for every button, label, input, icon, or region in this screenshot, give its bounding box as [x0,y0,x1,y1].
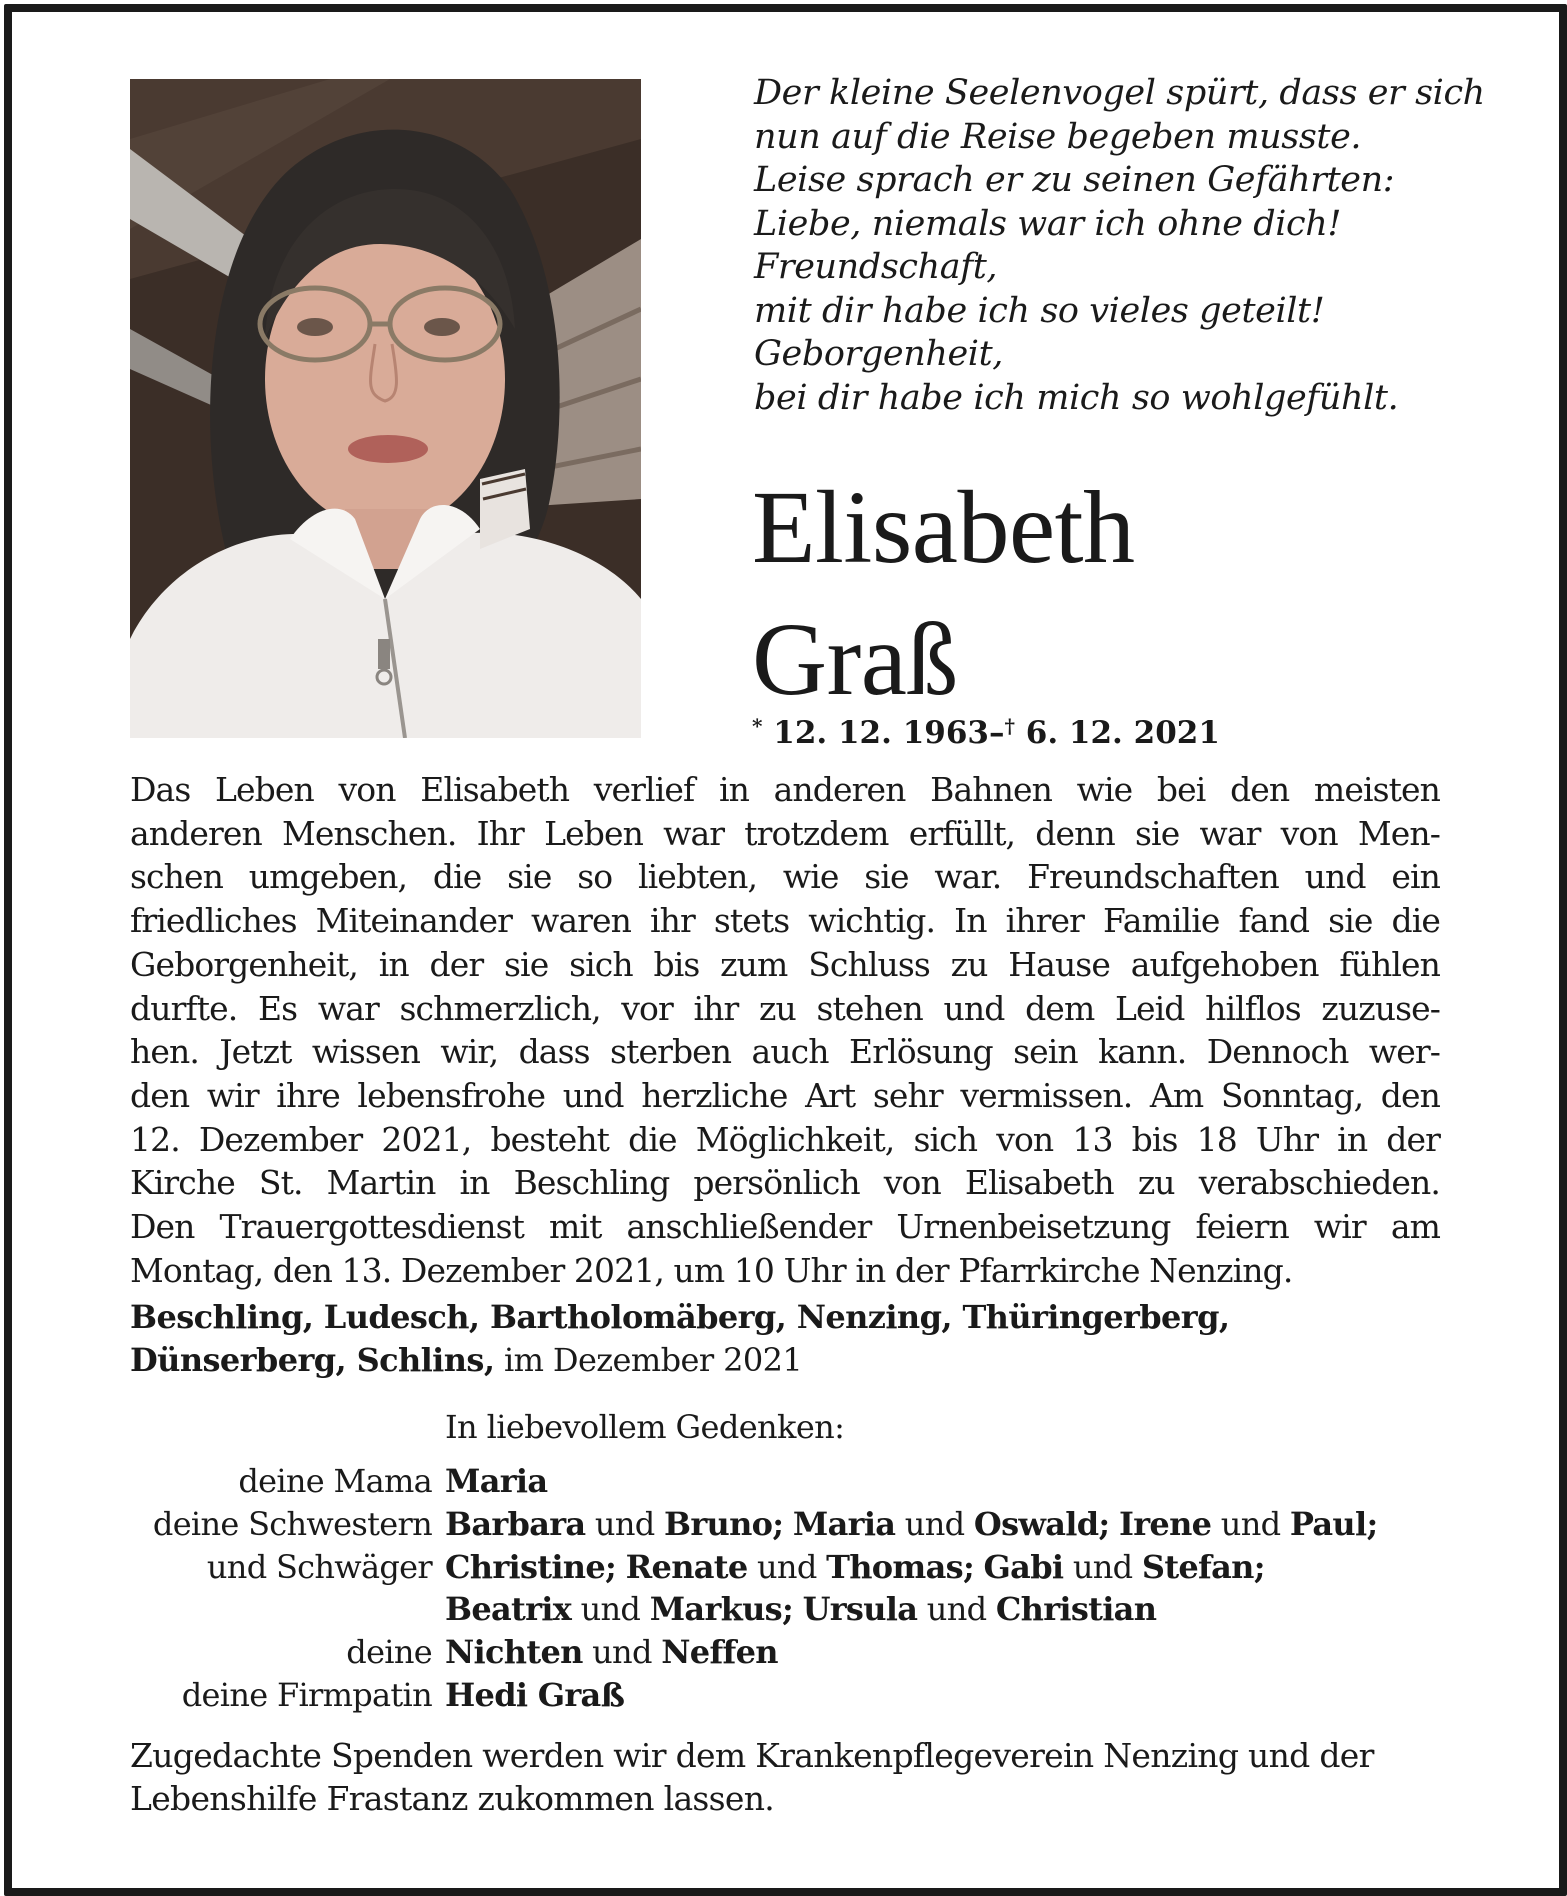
family-relation: deine Schwestern [152,1504,432,1543]
family-connector: und [895,1504,974,1543]
poem-line: Der kleine Seelenvogel spürt, dass er sich [754,73,1485,113]
family-relation: deine Firmpatin [181,1675,432,1714]
family-names [445,1546,1265,1589]
family-row [130,1546,1460,1589]
bio-line: Montag, den 13. Dezember 2021, um 10 Uhr in der Pfarrkirche Nenzing. [130,1250,1293,1290]
place-date: im Dezember 2021 [503,1341,803,1379]
family-member-name: Gabi [983,1547,1064,1586]
poem-line: Liebe, niemals war ich ohne dich! [754,203,1342,244]
family-connector: und [1063,1547,1142,1586]
family-row [130,1588,1460,1631]
family-list [130,1460,1460,1717]
family-connector: und [747,1547,827,1586]
family-member-name: Irene [1119,1504,1212,1543]
donation-line: Zugedachte Spenden werden wir dem Krankenpflegeverein Nenzing und der [130,1736,1374,1775]
poem-line: nun auf die Reise begeben musste. [754,116,1362,157]
family-member-name: Bruno; [664,1504,784,1543]
bio-line: Kirche St. Martin in Beschling persönlich von Elisabeth zu verabschieden. [130,1163,1440,1203]
family-member-name: Paul; [1289,1504,1378,1543]
family-row [130,1674,1460,1717]
poem-line: Freundschaft, [754,247,998,287]
family-member-name: Renate [625,1547,748,1586]
poem-line: bei dir habe ich mich so wohlgefühlt. [754,377,1399,418]
family-member-name: Barbara [445,1504,586,1543]
bio-line: Das Leben von Elisabeth verlief in anderen Bahnen wie bei den meisten [130,770,1440,809]
family-row [130,1460,1460,1503]
family-connector: und [585,1504,665,1543]
family-member-name: Maria [792,1504,896,1543]
family-member-name: Maria [445,1462,548,1500]
family-connector: und [1211,1504,1290,1543]
date-separator: – [989,715,1005,751]
birth-symbol: * [752,714,763,738]
family-connector [793,1590,802,1628]
family-names [445,1631,778,1674]
donation-line: Lebenshilfe Frastanz zukommen lassen. [130,1779,775,1818]
family-connector [974,1548,983,1586]
death-date: 6. 12. 2021 [1025,715,1220,751]
first-name: Elisabeth [752,470,1135,585]
poem-line: mit dir habe ich so vieles geteilt! [754,290,1325,331]
family-connector [783,1505,792,1543]
death-symbol: † [1004,714,1015,738]
family-member-name: Neffen [661,1633,778,1672]
family-member-name: Stefan; [1141,1547,1265,1586]
family-member-name: Ursula [802,1590,918,1629]
family-row [130,1503,1460,1546]
family-connector: und [917,1590,996,1629]
family-relation: deine Mama [238,1462,432,1500]
last-name: Graß [752,602,958,717]
family-connector: und [582,1633,662,1672]
memory-heading: In liebevollem Gedenken: [445,1408,845,1446]
family-names [445,1460,547,1503]
bio-line: Geborgenheit, in der sie sich bis zum Schluss zu Hause aufgehoben fühlen [130,944,1440,984]
family-connector: und [571,1590,650,1629]
deceased-name [752,462,1452,726]
places-line-1: Beschling, Ludesch, Bartholomäberg, Nenzing, Thüringerberg, [130,1298,1230,1336]
family-connector [616,1548,625,1586]
places-and-date [130,1296,1460,1382]
family-row [130,1631,1460,1674]
family-member-name: Thomas; [826,1547,975,1586]
donation-note [130,1734,1440,1820]
bio-line: 12. Dezember 2021, besteht die Möglichkeit, sich von 13 bis 18 Uhr in der [130,1119,1440,1159]
life-dates [752,702,1220,757]
family-relation: und Schwäger [206,1547,432,1586]
biography [130,768,1440,1292]
family-member-name: Christian [995,1590,1157,1629]
family-member-name: Beatrix [445,1590,572,1629]
bio-line: durfte. Es war schmerzlich, vor ihr zu stehen und dem Leid hilflos zuzuse- [130,988,1440,1028]
places-line-2: Dünserberg, Schlins, [130,1341,495,1379]
family-member-name: Nichten [445,1633,583,1672]
family-relation [130,1588,445,1631]
family-member-name: Hedi Graß [445,1675,625,1714]
bio-line: hen. Jetzt wissen wir, dass sterben auch Erlösung sein kann. Dennoch wer- [130,1032,1440,1072]
family-relation: deine [346,1633,432,1672]
family-connector [1110,1505,1119,1543]
bio-line: schen umgeben, die sie so liebten, wie sie war. Freundschaften und ein [130,857,1440,897]
poem [754,72,1485,420]
family-names [445,1503,1378,1546]
poem-line: Geborgenheit, [754,334,1003,374]
family-names [445,1588,1156,1631]
bio-line: Den Trauergottesdienst mit anschließender Urnenbeisetzung feiern wir am [130,1207,1440,1247]
portrait-photo [130,79,641,738]
bio-line: den wir ihre lebensfrohe und herzliche Art sehr vermissen. Am Sonntag, den [130,1075,1440,1115]
bio-line: friedliches Miteinander waren ihr stets wichtig. In ihrer Familie fand sie die [130,901,1440,941]
poem-line: Leise sprach er zu seinen Gefährten: [754,160,1395,200]
birth-date: 12. 12. 1963 [773,715,989,751]
family-names [445,1674,624,1717]
family-member-name: Christine; [445,1547,617,1586]
family-member-name: Oswald; [973,1504,1110,1543]
family-member-name: Markus; [649,1590,794,1629]
bio-line: anderen Menschen. Ihr Leben war trotzdem erfüllt, denn sie war von Men- [130,813,1440,853]
